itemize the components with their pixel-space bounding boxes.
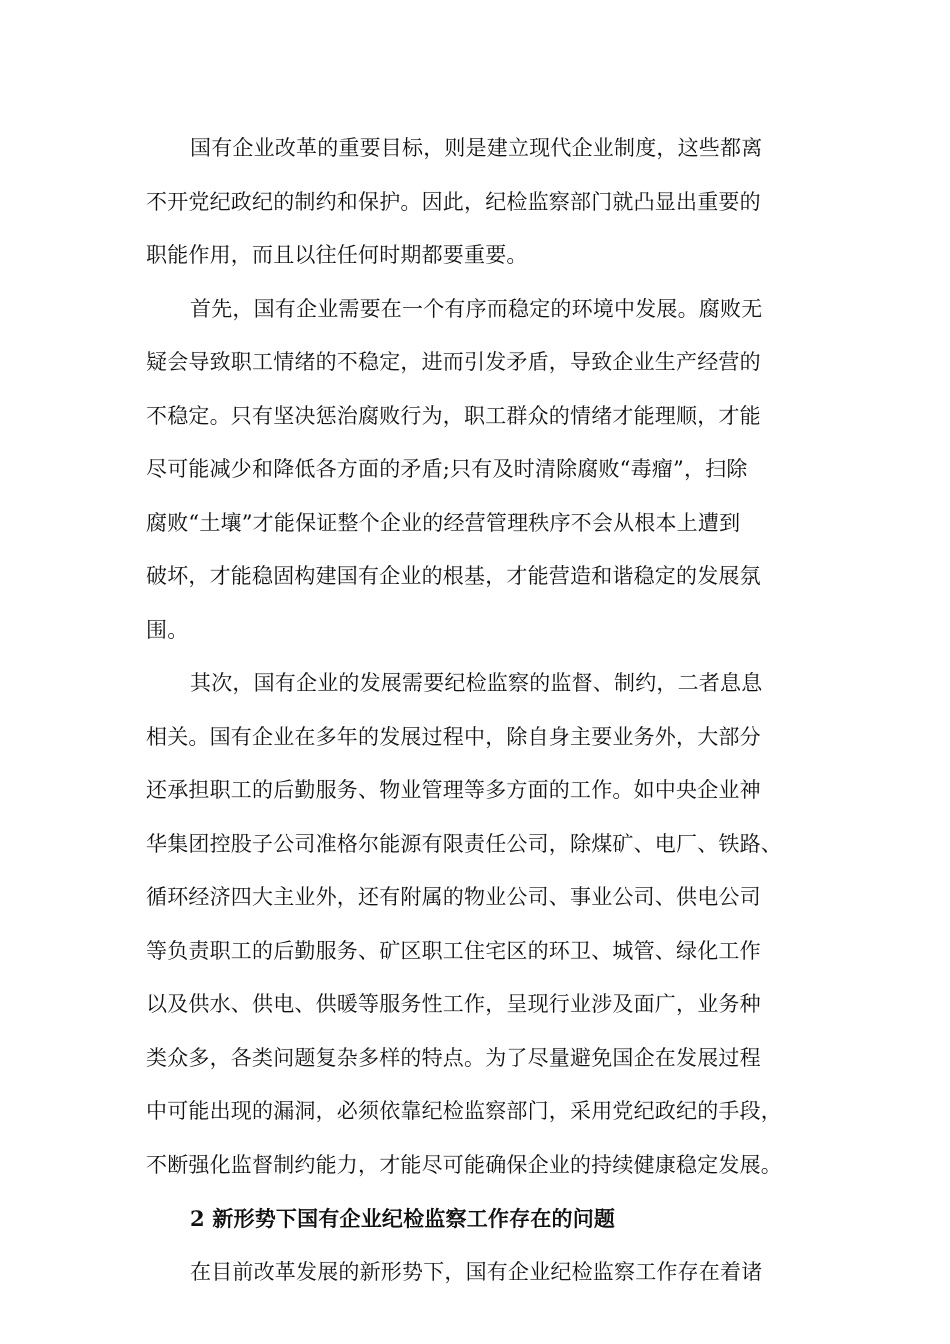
text-line: 还承担职工的后勤服务、物业管理等多方面的工作。如中央企业神 <box>146 778 761 802</box>
text-line: 首先，国有企业需要在一个有序而稳定的环境中发展。腐败无 <box>190 296 763 321</box>
text-line: 其次，国有企业的发展需要纪检监察的监督、制约，二者息息 <box>190 671 763 695</box>
text-line: 尽可能减少和降低各方面的矛盾;只有及时清除腐败“毒瘤”，扫除 <box>146 457 748 481</box>
text-line: 华集团控股子公司准格尔能源有限责任公司，除煤矿、电厂、铁路、 <box>146 831 782 856</box>
section-heading-text: 2 新形势下国有企业纪检监察工作存在的问题 <box>190 1206 616 1231</box>
paragraph-first-point <box>146 283 806 658</box>
paragraph-reform-goal <box>146 122 806 283</box>
text-line: 不开党纪政纪的制约和保护。因此，纪检监察部门就凸显出重要的 <box>146 189 761 214</box>
text-line: 不断强化监督制约能力，才能尽可能确保企业的持续健康稳定发展。 <box>146 1152 782 1177</box>
text-line: 国有企业改革的重要目标，则是建立现代企业制度，这些都离 <box>190 136 763 160</box>
text-line: 围。 <box>146 617 189 642</box>
text-line: 中可能出现的漏洞，必须依靠纪检监察部门，采用党纪政纪的手段， <box>146 1099 782 1123</box>
paragraph-second-point <box>146 657 806 1192</box>
text-line: 相关。国有企业在多年的发展过程中，除自身主要业务外，大部分 <box>146 724 761 749</box>
text-line: 破坏，才能稳固构建国有企业的根基，才能营造和谐稳定的发展氛 <box>146 564 761 588</box>
text-line: 不稳定。只有坚决惩治腐败行为，职工群众的情绪才能理顺，才能 <box>146 403 761 428</box>
text-line: 在目前改革发展的新形势下，国有企业纪检监察工作存在着诸 <box>190 1259 763 1284</box>
text-line: 以及供水、供电、供暖等服务性工作，呈现行业涉及面广，业务种 <box>146 992 761 1016</box>
paragraph-closing <box>146 1246 806 1300</box>
text-line: 等负责职工的后勤服务、矿区职工住宅区的环卫、城管、绿化工作 <box>146 938 761 963</box>
text-line: 疑会导致职工情绪的不稳定，进而引发矛盾，导致企业生产经营的 <box>146 350 761 374</box>
document-page <box>146 122 806 1299</box>
text-line: 腐败“土壤”才能保证整个企业的经营管理秩序不会从根本上遭到 <box>146 510 741 535</box>
section-heading <box>146 1192 806 1246</box>
text-line: 类众多，各类问题复杂多样的特点。为了尽量避免国企在发展过程 <box>146 1045 761 1070</box>
text-line: 循环经济四大主业外，还有附属的物业公司、事业公司、供电公司 <box>146 885 761 909</box>
text-line: 职能作用，而且以往任何时期都要重要。 <box>146 243 528 267</box>
